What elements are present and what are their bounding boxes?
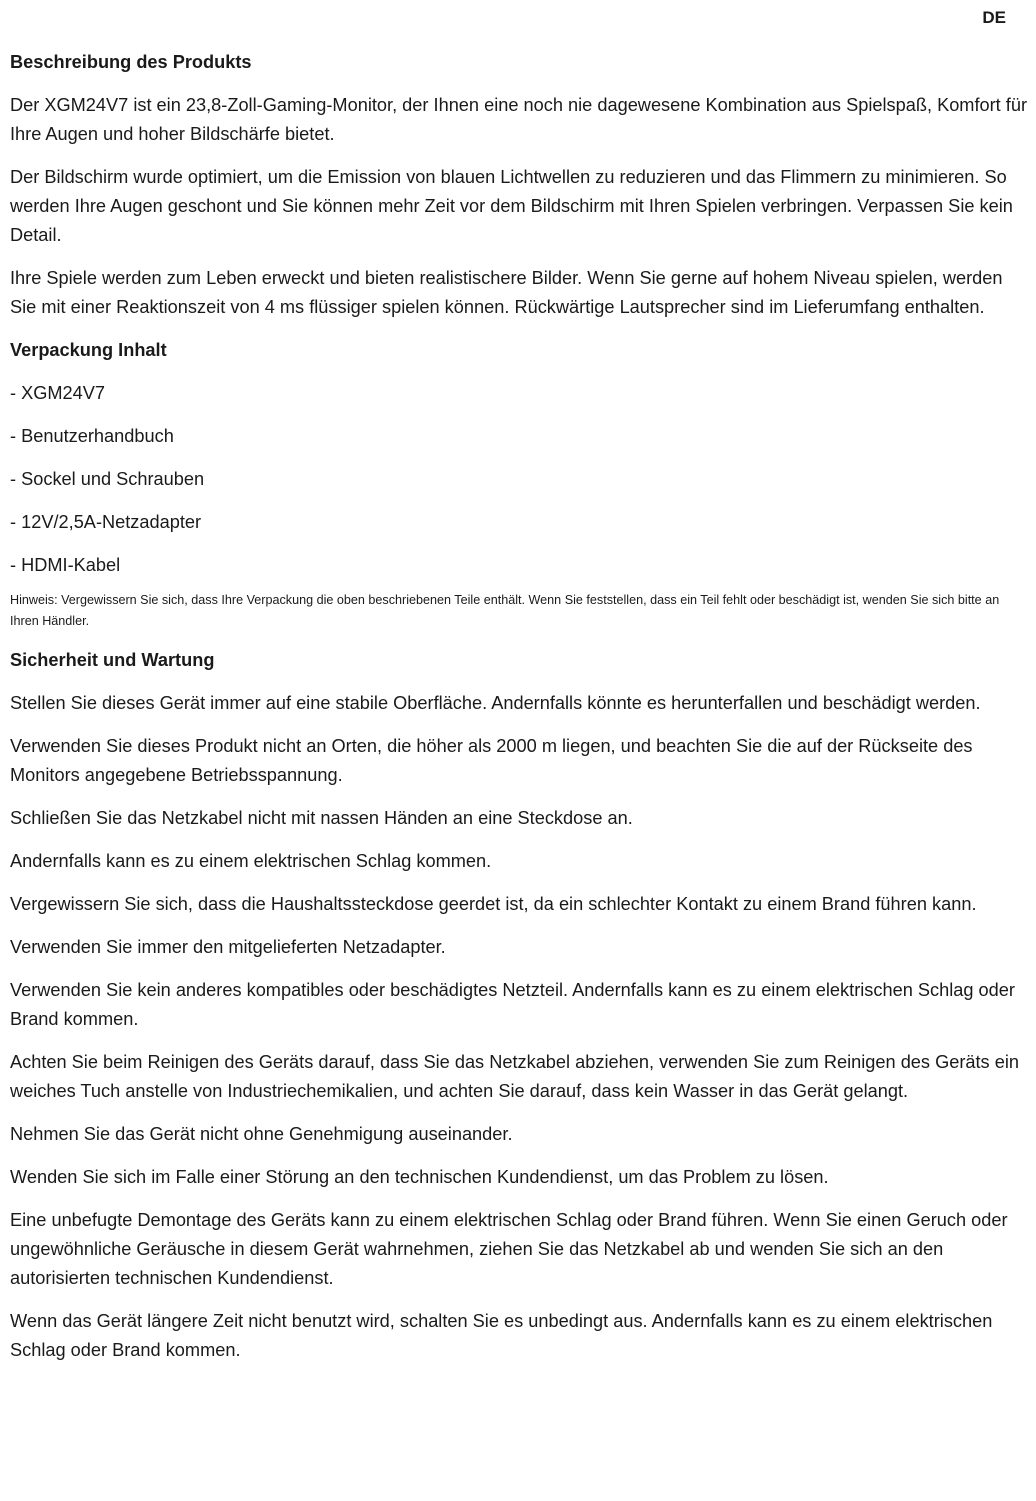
paragraph: Vergewissern Sie sich, dass die Haushaltssteckdose geerdet ist, da ein schlechter Kontakt zu einem Brand führen kann. — [10, 894, 977, 914]
language-tag: DE — [982, 8, 1006, 27]
section-heading-description: Beschreibung des Produkts — [10, 52, 252, 72]
paragraph: Ihre Spiele werden zum Leben erweckt und bieten realistischere Bilder. Wenn Sie gerne auf hohem Niveau spielen, werden Sie mit einer Reaktionszeit von 4 ms flüssiger spielen können. Rückwärtige Lautsprecher sind im Lieferumfang enthalten. — [10, 268, 1003, 317]
paragraph: Verwenden Sie kein anderes kompatibles oder beschädigtes Netzteil. Andernfalls kann es zu einem elektrischen Schlag oder Brand kommen. — [10, 980, 1015, 1029]
list-item: - Sockel und Schrauben — [10, 469, 205, 489]
paragraph: Der Bildschirm wurde optimiert, um die Emission von blauen Lichtwellen zu reduzieren und das Flimmern zu minimieren. So werden Ihre Augen geschont und Sie können mehr Zeit vor dem Bildschirm mit Ihren Spielen verbringen. Verpassen Sie kein Detail. — [10, 167, 1013, 245]
list-item: - HDMI-Kabel — [10, 555, 121, 575]
paragraph: Wenden Sie sich im Falle einer Störung an den technischen Kundendienst, um das Problem zu lösen. — [10, 1167, 829, 1187]
section-heading-safety: Sicherheit und Wartung — [10, 650, 215, 670]
paragraph: Achten Sie beim Reinigen des Geräts darauf, dass Sie das Netzkabel abziehen, verwenden Sie zum Reinigen des Geräts ein weiches Tuch anstelle von Industriechemikalien, und achten Sie darauf, dass kein Wasser in das Gerät gelangt. — [10, 1052, 1019, 1101]
paragraph: Stellen Sie dieses Gerät immer auf eine stabile Oberfläche. Andernfalls könnte es herunterfallen und beschädigt werden. — [10, 693, 981, 713]
document-body — [10, 48, 1030, 1365]
paragraph: Verwenden Sie immer den mitgelieferten Netzadapter. — [10, 937, 446, 957]
list-item: - XGM24V7 — [10, 383, 106, 403]
paragraph: Eine unbefugte Demontage des Geräts kann zu einem elektrischen Schlag oder Brand führen. Wenn Sie einen Geruch oder ungewöhnliche Geräusche in diesem Gerät wahrnehmen, ziehen Sie das Netzkabel ab und wenden Sie sich an den autorisierten technischen Kundendienst. — [10, 1210, 1008, 1288]
paragraph: Andernfalls kann es zu einem elektrischen Schlag kommen. — [10, 851, 492, 871]
paragraph: Verwenden Sie dieses Produkt nicht an Orten, die höher als 2000 m liegen, und beachten Sie die auf der Rückseite des Monitors angegebene Betriebsspannung. — [10, 736, 973, 785]
list-item: - Benutzerhandbuch — [10, 426, 174, 446]
list-item: - 12V/2,5A-Netzadapter — [10, 512, 202, 532]
paragraph: Wenn das Gerät längere Zeit nicht benutzt wird, schalten Sie es unbedingt aus. Andernfalls kann es zu einem elektrischen Schlag oder Brand kommen. — [10, 1311, 993, 1360]
package-note: Hinweis: Vergewissern Sie sich, dass Ihre Verpackung die oben beschriebenen Teile enthält. Wenn Sie feststellen, dass ein Teil fehlt oder beschädigt ist, wenden Sie sich bitte an Ihren Händler. — [10, 593, 1000, 628]
paragraph: Nehmen Sie das Gerät nicht ohne Genehmigung auseinander. — [10, 1124, 513, 1144]
paragraph: Der XGM24V7 ist ein 23,8-Zoll-Gaming-Monitor, der Ihnen eine noch nie dagewesene Kombination aus Spielspaß, Komfort für Ihre Augen und hoher Bildschärfe bietet. — [10, 95, 1028, 144]
paragraph: Schließen Sie das Netzkabel nicht mit nassen Händen an eine Steckdose an. — [10, 808, 633, 828]
section-heading-package: Verpackung Inhalt — [10, 340, 167, 360]
